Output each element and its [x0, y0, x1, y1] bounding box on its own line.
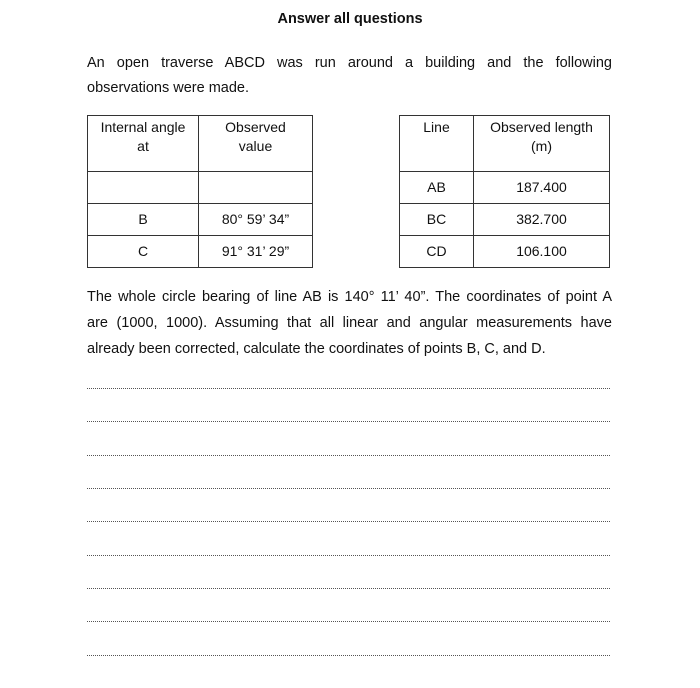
intro-paragraph	[87, 51, 612, 101]
answer-line[interactable]	[87, 455, 610, 456]
angle-table-station-cell	[88, 172, 199, 204]
angle-table-station-cell: C	[88, 236, 199, 268]
intro-line-2: observations were made.	[87, 80, 249, 96]
bearing-line-2: are (1000, 1000). Assuming that all linear and angular measurements have	[87, 315, 612, 331]
angle-table-header-station: Internal angle at	[88, 116, 199, 172]
angle-table-header-value: Observed value	[199, 116, 313, 172]
bearing-paragraph	[87, 284, 612, 362]
answer-line[interactable]	[87, 488, 610, 489]
page-heading: Answer all questions	[277, 11, 423, 27]
bearing-line-3: already been corrected, calculate the coordinates of points B, C, and D.	[87, 341, 546, 357]
answer-line[interactable]	[87, 421, 610, 422]
length-table-header-length: Observed length (m)	[474, 116, 610, 172]
angle-table-value-cell: 91° 31’ 29”	[199, 236, 313, 268]
angle-table-value-cell: 80° 59’ 34”	[199, 204, 313, 236]
answer-line[interactable]	[87, 655, 610, 656]
bearing-line-1: The whole circle bearing of line AB is 140° 11’ 40”. The coordinates of point A	[87, 289, 612, 305]
answer-line[interactable]	[87, 521, 610, 522]
intro-line-1: An open traverse ABCD was run around a building and the following	[87, 55, 612, 71]
observed-length-table	[399, 115, 610, 268]
length-table-length-cell: 187.400	[474, 172, 610, 204]
answer-line[interactable]	[87, 621, 610, 622]
length-table-length-cell: 106.100	[474, 236, 610, 268]
answer-line[interactable]	[87, 588, 610, 589]
answer-line[interactable]	[87, 388, 610, 389]
angle-table-value-cell	[199, 172, 313, 204]
length-table-line-cell: BC	[400, 204, 474, 236]
answer-line[interactable]	[87, 555, 610, 556]
length-table-line-cell: CD	[400, 236, 474, 268]
length-table-header-line: Line	[400, 116, 474, 172]
length-table-length-cell: 382.700	[474, 204, 610, 236]
length-table-line-cell: AB	[400, 172, 474, 204]
internal-angle-table	[87, 115, 313, 268]
angle-table-station-cell: B	[88, 204, 199, 236]
